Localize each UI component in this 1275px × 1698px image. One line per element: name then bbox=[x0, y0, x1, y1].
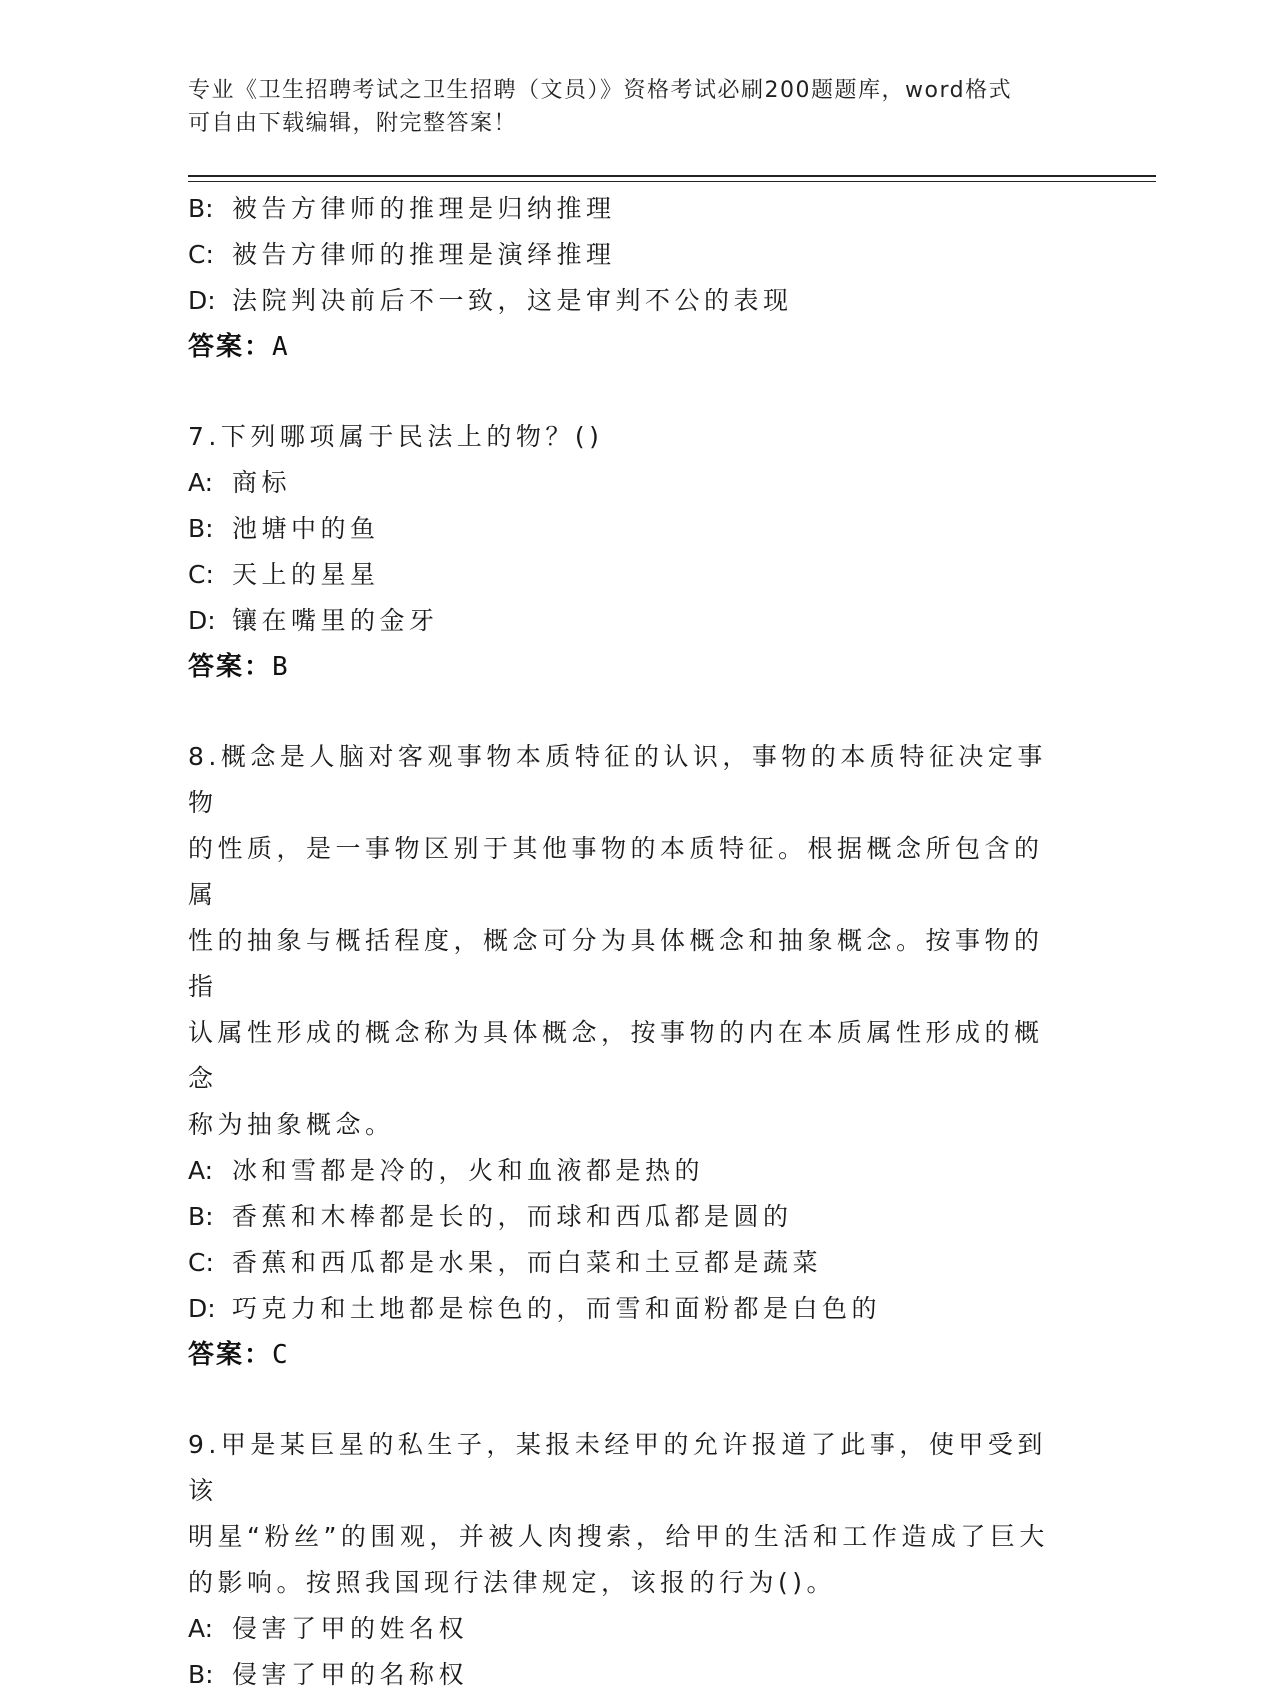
option-d bbox=[188, 1286, 1068, 1332]
stem-line: 的影响。按照我国现行法律规定，该报的行为()。 bbox=[188, 1568, 837, 1597]
answer-label: 答案： bbox=[188, 332, 273, 362]
option-c bbox=[188, 552, 1068, 598]
stem-line: 性的抽象与概括程度，概念可分为具体概念和抽象概念。按事物的指 bbox=[188, 926, 1044, 1001]
option-a bbox=[188, 1148, 1068, 1194]
option-b bbox=[188, 1652, 1068, 1698]
option-key: A: bbox=[188, 1156, 214, 1185]
option-text: 侵害了甲的姓名权 bbox=[232, 1614, 469, 1643]
option-c bbox=[188, 1240, 1068, 1286]
answer-line bbox=[188, 324, 1068, 370]
option-text: 被告方律师的推理是演绎推理 bbox=[232, 240, 616, 269]
option-key: C: bbox=[188, 560, 214, 589]
option-key: B: bbox=[188, 194, 214, 223]
option-text: 被告方律师的推理是归纳推理 bbox=[232, 194, 616, 223]
stem-line: 认属性形成的概念称为具体概念，按事物的内在本质属性形成的概念 bbox=[188, 1018, 1044, 1093]
option-text: 天上的星星 bbox=[232, 560, 380, 589]
stem-line: 9.甲是某巨星的私生子，某报未经甲的允许报道了此事，使甲受到该 bbox=[188, 1430, 1047, 1505]
option-d bbox=[188, 278, 1068, 324]
stem-line: 明星“粉丝”的围观，并被人肉搜索，给甲的生活和工作造成了巨大 bbox=[188, 1522, 1049, 1551]
answer-value: A bbox=[272, 332, 290, 362]
option-key: D: bbox=[188, 1294, 216, 1323]
answer-label: 答案： bbox=[188, 652, 273, 682]
answer-line bbox=[188, 644, 1068, 690]
option-text: 香蕉和木棒都是长的，而球和西瓜都是圆的 bbox=[232, 1202, 793, 1231]
question-stem: 7.下列哪项属于民法上的物？() bbox=[188, 422, 604, 451]
option-c bbox=[188, 232, 1068, 278]
stem-line: 称为抽象概念。 bbox=[188, 1110, 395, 1139]
option-key: D: bbox=[188, 606, 216, 635]
option-text: 商标 bbox=[232, 468, 292, 497]
option-text: 法院判决前后不一致，这是审判不公的表现 bbox=[232, 286, 793, 315]
header-divider-thick bbox=[188, 175, 1156, 177]
question-stem bbox=[188, 1422, 1068, 1606]
header-line-1: 专业《卫生招聘考试之卫生招聘（文员）》资格考试必刷200题题库，word格式 bbox=[188, 78, 1013, 103]
option-key: A: bbox=[188, 468, 214, 497]
option-text: 巧克力和土地都是棕色的，而雪和面粉都是白色的 bbox=[232, 1294, 882, 1323]
answer-label: 答案： bbox=[188, 1340, 273, 1370]
document-header bbox=[188, 74, 1068, 140]
option-key: C: bbox=[188, 240, 214, 269]
option-key: C: bbox=[188, 1248, 214, 1277]
option-key: D: bbox=[188, 286, 216, 315]
option-key: A: bbox=[188, 1614, 214, 1643]
option-text: 香蕉和西瓜都是水果，而白菜和土豆都是蔬菜 bbox=[232, 1248, 823, 1277]
option-b bbox=[188, 506, 1068, 552]
option-text: 池塘中的鱼 bbox=[232, 514, 380, 543]
option-key: B: bbox=[188, 1202, 214, 1231]
option-b bbox=[188, 186, 1068, 232]
answer-value: C bbox=[272, 1340, 290, 1370]
header-divider-thin bbox=[188, 181, 1156, 182]
stem-line: 的性质，是一事物区别于其他事物的本质特征。根据概念所包含的属 bbox=[188, 834, 1044, 909]
option-text: 镶在嘴里的金牙 bbox=[232, 606, 439, 635]
option-text: 冰和雪都是冷的，火和血液都是热的 bbox=[232, 1156, 705, 1185]
header-line-2: 可自由下载编辑，附完整答案！ bbox=[188, 111, 518, 136]
answer-line bbox=[188, 1332, 1068, 1378]
question-7 bbox=[188, 414, 1068, 690]
option-key: B: bbox=[188, 1660, 214, 1689]
option-d bbox=[188, 598, 1068, 644]
option-a bbox=[188, 1606, 1068, 1652]
option-a bbox=[188, 460, 1068, 506]
option-text: 侵害了甲的名称权 bbox=[232, 1660, 469, 1689]
answer-value: B bbox=[272, 652, 290, 682]
option-b bbox=[188, 1194, 1068, 1240]
question-9 bbox=[188, 1422, 1068, 1698]
document-body bbox=[188, 186, 1068, 1698]
question-stem bbox=[188, 734, 1068, 1148]
stem-line: 8.概念是人脑对客观事物本质特征的认识，事物的本质特征决定事物 bbox=[188, 742, 1047, 817]
question-6-tail bbox=[188, 186, 1068, 370]
question-8 bbox=[188, 734, 1068, 1378]
option-key: B: bbox=[188, 514, 214, 543]
